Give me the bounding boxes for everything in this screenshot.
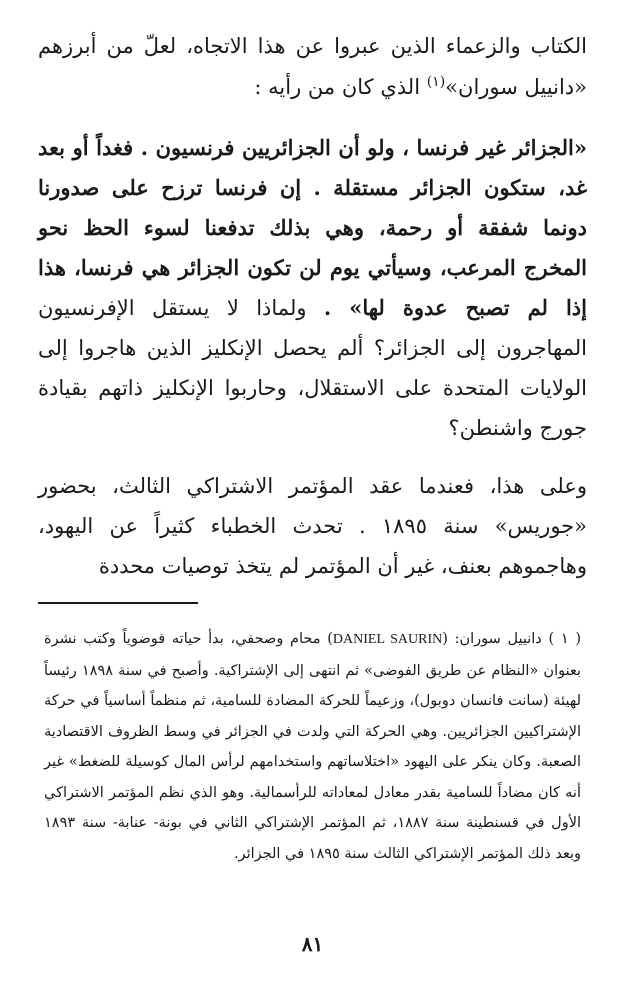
quote-bold-text: «الجزائر غير فرنسا ، ولو أن الجزائريين فرنسيون . فغداً أو بعد غد، ستكون الجزائر مستقلة . إن فرنسا ترزح على صدورنا دونما شفقة أو رحمة، وهي بذلك تدفعنا لسوء الحظ نحو المخرج المرعب، وسيأتي يوم لن تكون الجزائر هي فرنسا، هذا إذا لم تصبح عدوة لها» . [38, 135, 587, 320]
footnote [44, 624, 581, 869]
footnote-reference: (١) [426, 74, 446, 90]
footnote-latin-name: DANIEL SAURIN [332, 632, 443, 647]
footnote-text: ) محام وصحفي، بدأ حياته فوضوياً وكتب نشرة بعنوان «النظام عن طريق الفوضى» ثم انتهى إلى الإشتراكية. وأصبح في سنة ١٨٩٨ رئيساً لهيئة (سانت فانسان دوبول)، وزعيماً للحركة المضادة للسامية، ثم منظماً أساسياً في حركة الإشتراكيين الجزائريين. وهي الحركة التي ولدت في الجزائر في وسط الظروف الاقتصادية الصعبة. وكان ينكر على اليهود «اختلاساتهم واستخدامهم لرأس المال كوسيلة للضغط» غير أنه كان مضاداً للسامية بقدر معادل لمعاداته للرأسمالية. وهو الذي نظم المؤتمر الاشتراكي الأول في قسنطينة سنة ١٨٨٧، ثم المؤتمر الإشتراكي الثاني في بونة- عنابة- سنة ١٨٩٣ وبعد ذلك المؤتمر الإشتراكي الثالث سنة ١٨٩٥ في الجزائر. [44, 631, 582, 862]
footnote-marker: ( ١ ) دانييل سوران: ( [442, 631, 581, 647]
paragraph-quote [38, 128, 587, 448]
paragraph-intro-text: الكتاب والزعماء الذين عبروا عن هذا الاتجاه، لعلّ من أبرزهم «دانييل سوران» [38, 34, 587, 99]
paragraph-congress-text: وعلى هذا، فعندما عقد المؤتمر الاشتراكي الثالث، بحضور «جوريس» سنة ١٨٩٥ . تحدث الخطباء كثيراً عن اليهود، وهاجموهم بعنف، غير أن المؤتمر لم يتخذ توصيات محددة [38, 474, 587, 578]
paragraph-intro [38, 26, 587, 108]
quote-regular-text: ولماذا لا يستقل الإفرنسيون المهاجرون إلى الجزائر؟ ألم يحصل الإنكليز الذين هاجروا إلى الولايات المتحدة على الاستقلال، وحاربوا الإنكليز ذاتهم بقيادة جورج واشنطن؟ [38, 296, 587, 440]
paragraph-congress [38, 466, 587, 586]
page-number: ٨١ [301, 932, 324, 956]
footnote-divider [38, 602, 198, 604]
paragraph-intro-text-end: الذي كان من رأيه : [254, 75, 427, 99]
